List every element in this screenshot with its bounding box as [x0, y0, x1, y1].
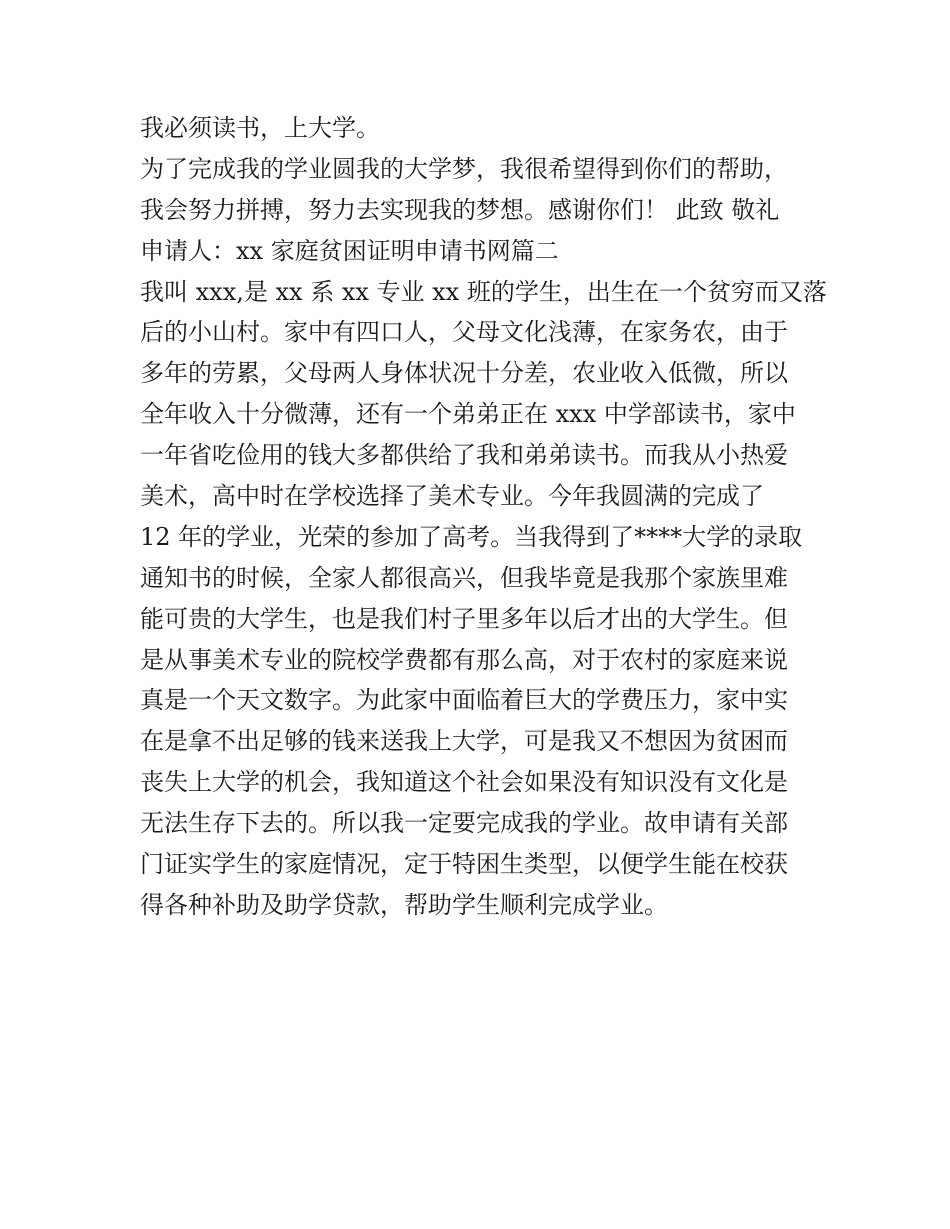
section-heading: 申请人：xx 家庭贫困证明申请书网篇二 — [140, 236, 559, 265]
text-line: 我叫 xxx,是 xx 系 xx 专业 xx 班的学生，出生在一个贫穷而又落 — [140, 277, 827, 306]
text-line: 丧失上大学的机会，我知道这个社会如果没有知识没有文化是 — [140, 768, 788, 797]
text-line: 能可贵的大学生，也是我们村子里多年以后才出的大学生。但 — [140, 604, 788, 633]
text-line: 一年省吃俭用的钱大多都供给了我和弟弟读书。而我从小热爱 — [140, 441, 788, 470]
text-line: 我会努力拼搏，努力去实现我的梦想。感谢你们！ 此致 敬礼 — [140, 195, 780, 224]
text-line: 是从事美术专业的院校学费都有那么高，对于农村的家庭来说 — [140, 645, 788, 674]
text-line: 通知书的时候，全家人都很高兴，但我毕竟是我那个家族里难 — [140, 563, 788, 592]
document-body — [140, 108, 827, 926]
text-line: 后的小山村。家中有四口人，父母文化浅薄，在家务农，由于 — [140, 318, 788, 347]
text-line: 真是一个天文数字。为此家中面临着巨大的学费压力，家中实 — [140, 686, 788, 715]
text-line: 我必须读书，上大学。 — [140, 114, 380, 142]
text-line: 得各种补助及助学贷款，帮助学生顺利完成学业。 — [140, 890, 668, 919]
text-line: 全年收入十分微薄，还有一个弟弟正在 xxx 中学部读书，家中 — [140, 400, 796, 429]
text-line: 多年的劳累，父母两人身体状况十分差，农业收入低微，所以 — [140, 359, 788, 388]
text-line: 美术，高中时在学校选择了美术专业。今年我圆满的完成了 — [140, 482, 764, 511]
text-line: 门证实学生的家庭情况，定于特困生类型，以便学生能在校获 — [140, 850, 788, 879]
text-line: 12 年的学业，光荣的参加了高考。当我得到了****大学的录取 — [140, 522, 803, 551]
text-line: 为了完成我的学业圆我的大学梦，我很希望得到你们的帮助， — [140, 154, 788, 183]
text-line: 无法生存下去的。所以我一定要完成我的学业。故申请有关部 — [140, 809, 788, 838]
text-line: 在是拿不出足够的钱来送我上大学，可是我又不想因为贫困而 — [140, 727, 788, 756]
